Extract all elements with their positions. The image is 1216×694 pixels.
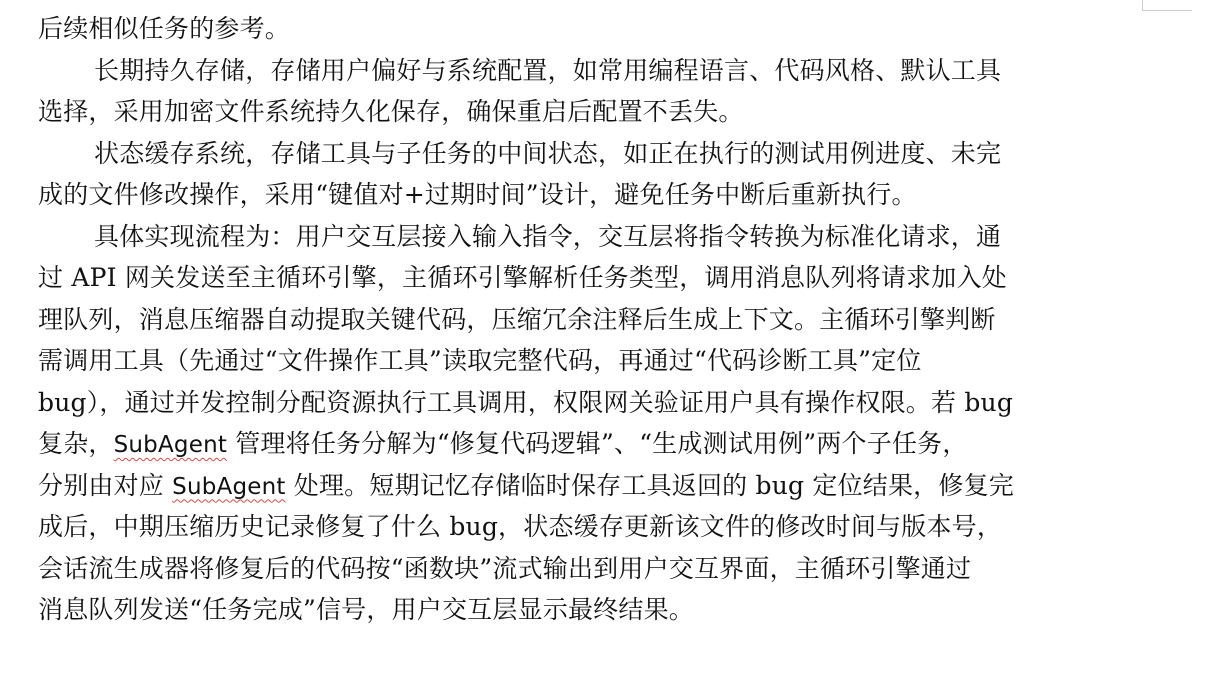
paragraph-state-cache-line-1: 状态缓存系统，存储工具与子任务的中间状态，如正在执行的测试用例进度、未完 [94,138,1002,168]
paragraph-implementation-line-3: 理队列，消息压缩器自动提取关键代码，压缩冗余注释后生成上下文。主循环引擎判断 [38,304,996,334]
text-run: 复杂， [38,429,114,458]
paragraph-long-term-storage-line-1: 长期持久存储，存储用户偏好与系统配置，如常用编程语言、代码风格、默认工具 [94,55,1002,85]
spellcheck-flagged-word-subagent[interactable]: SubAgent [172,473,286,500]
paragraph-implementation-line-6 [38,423,1148,465]
paragraph-implementation-line-2: 过 API 网关发送至主循环引擎，主循环引擎解析任务类型，调用消息队列将请求加入处 [38,263,1007,292]
spellcheck-flagged-word-subagent[interactable]: SubAgent [113,432,228,458]
text-run: 分别由对应 [38,470,173,500]
paragraph-implementation-line-9: 会话流生成器将修复后的代码按“函数块”流式输出到用户交互界面，主循环引擎通过 [38,553,972,583]
paragraph-long-term-storage-line-2: 选择，采用加密文件系统持久化保存，确保重启后配置不丢失。 [38,97,744,126]
text-run: 管理将任务分解为“修复代码逻辑”、“生成测试用例”两个子任务， [227,429,968,458]
paragraph-implementation-line-7 [38,465,1148,507]
text-line-1: 后续相似任务的参考。 [38,14,291,43]
document-body[interactable] [38,8,1148,631]
paragraph-implementation-line-8: 成后，中期压缩历史记录修复了什么 bug，状态缓存更新该文件的修改时间与版本号， [38,512,1003,541]
paragraph-implementation-line-10: 消息队列发送“任务完成”信号，用户交互层显示最终结果。 [38,595,694,624]
paragraph-implementation-line-4: 需调用工具（先通过“文件操作工具”读取完整代码，再通过“代码诊断工具”定位 [38,346,922,375]
page-corner-mark-horizontal [1142,10,1192,11]
paragraph-state-cache-line-2: 成的文件修改操作，采用“键值对+过期时间”设计，避免任务中断后重新执行。 [38,180,917,209]
paragraph-implementation-line-1: 具体实现流程为：用户交互层接入输入指令，交互层将指令转换为标准化请求，通 [94,221,1002,251]
paragraph-implementation-line-5: bug），通过并发控制分配资源执行工具调用，权限网关验证用户具有操作权限。若 bug [38,387,1014,417]
text-run: 处理。短期记忆存储临时保存工具返回的 bug 定位结果，修复完 [285,470,1014,500]
